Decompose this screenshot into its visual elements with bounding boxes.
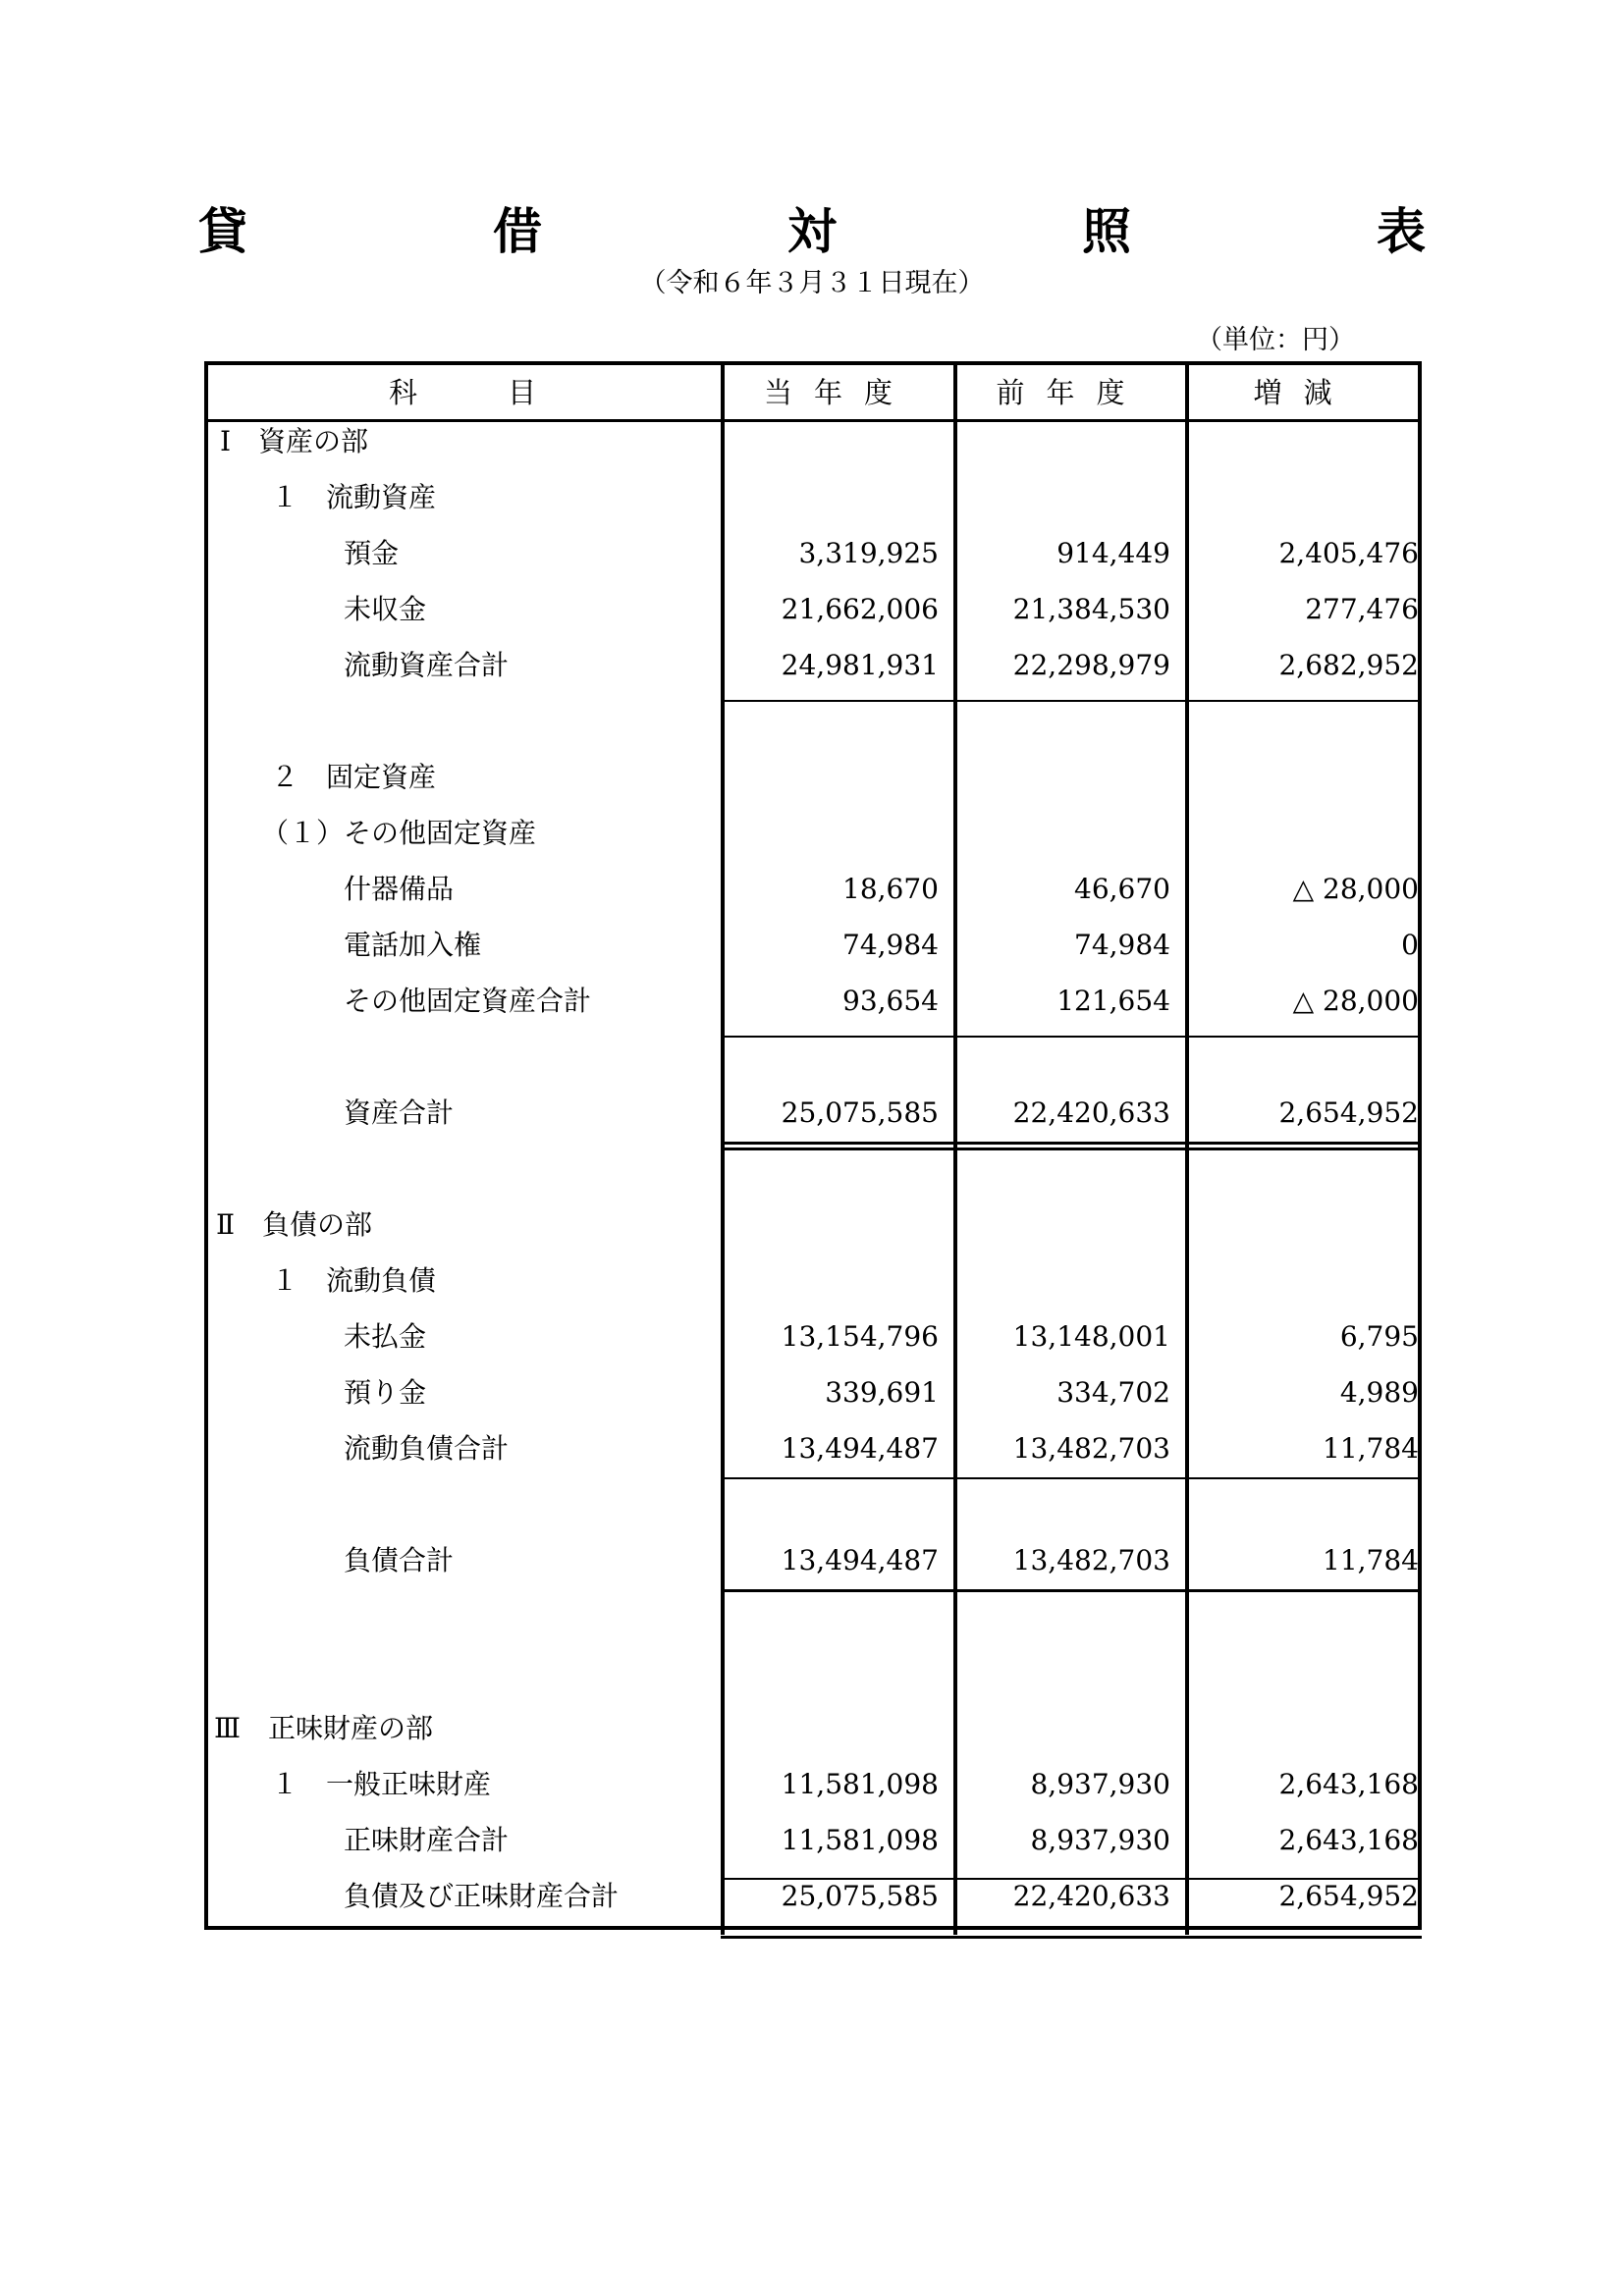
row-label: 負債及び正味財産合計 [344,1880,620,1912]
change-value: 6,795 [1339,1320,1419,1353]
previous-year-value: 13,482,703 [1012,1544,1170,1576]
current-year-value: 74,984 [842,929,939,961]
table-row [204,983,1422,1020]
header-subject: 科目 [388,376,626,409]
rule-total-liabilities [721,1589,1422,1592]
row-label: １ 流動資産 [271,481,437,513]
row-label: Ⅱ 負債の部 [216,1208,373,1241]
current-year-value: 24,981,931 [781,649,939,681]
row-label: 未収金 [344,593,427,625]
header-current-year: 当年度 [763,376,914,409]
current-year-value: 339,691 [825,1376,939,1409]
table-row [204,759,1422,796]
table-row [204,647,1422,684]
change-value: 0 [1401,929,1419,961]
row-label: 電話加入権 [344,929,482,961]
table-row [204,927,1422,964]
previous-year-value: 8,937,930 [1030,1768,1170,1800]
row-label: （１）その他固定資産 [261,817,537,849]
as-of-date: （令和６年３月３１日現在） [639,268,985,298]
header-change: 増減 [1253,376,1354,409]
change-value: 11,784 [1323,1432,1419,1465]
rule-fixed-assets-total [721,1036,1422,1038]
previous-year-value: 21,384,530 [1012,593,1170,625]
table-row [204,591,1422,628]
row-label: 預り金 [344,1376,427,1409]
table-row [204,1766,1422,1803]
previous-year-value: 13,482,703 [1012,1432,1170,1465]
table-row [204,1095,1422,1132]
change-value: 2,405,476 [1278,537,1419,569]
change-value: 11,784 [1323,1544,1419,1576]
current-year-value: 13,494,487 [781,1432,939,1465]
balance-sheet-table [204,361,1422,1932]
table-row [204,479,1422,516]
change-value: 2,654,952 [1278,1880,1419,1912]
current-year-value: 21,662,006 [781,593,939,625]
change-value: 2,643,168 [1278,1768,1419,1800]
table-row [204,1430,1422,1468]
row-label: 什器備品 [344,873,455,905]
row-label: 預金 [344,537,400,569]
change-value: 2,682,952 [1278,649,1419,681]
current-year-value: 93,654 [842,985,939,1017]
rule-total-assets-upper [721,1142,1422,1145]
table-row [204,1710,1422,1747]
current-year-value: 3,319,925 [798,537,939,569]
row-label: 正味財産合計 [344,1824,510,1856]
table-row [204,1374,1422,1412]
header-separator [204,419,1422,422]
table-row [204,1262,1422,1300]
row-label: 負債合計 [344,1544,455,1576]
current-year-value: 25,075,585 [781,1880,939,1912]
previous-year-value: 22,420,633 [1012,1096,1170,1129]
current-year-value: 18,670 [842,873,939,905]
row-label: その他固定資産合計 [344,985,592,1017]
current-year-value: 11,581,098 [781,1768,939,1800]
rule-total-assets-lower [721,1148,1422,1150]
previous-year-value: 8,937,930 [1030,1824,1170,1856]
row-label: 資産合計 [344,1096,455,1129]
change-value: △ 28,000 [1292,985,1419,1017]
table-row [204,1542,1422,1579]
row-label: １ 一般正味財産 [271,1768,492,1800]
rule-grand-total-bottom [721,1936,1422,1939]
change-value: 2,643,168 [1278,1824,1419,1856]
previous-year-value: 22,298,979 [1012,649,1170,681]
table-row [204,815,1422,852]
header-previous-year: 前年度 [996,376,1147,409]
unit-label: （単位：円） [1196,325,1355,355]
table-row [204,1206,1422,1244]
table-row [204,423,1422,460]
change-value: △ 28,000 [1292,873,1419,905]
current-year-value: 13,494,487 [781,1544,939,1576]
rule-current-liabilities-total [721,1477,1422,1479]
row-label: 流動資産合計 [344,649,510,681]
table-row [204,535,1422,572]
change-value: 4,989 [1339,1376,1419,1409]
previous-year-value: 13,148,001 [1012,1320,1170,1353]
current-year-value: 13,154,796 [781,1320,939,1353]
rule-current-assets-total [721,700,1422,702]
row-label: １ 流動負債 [271,1264,437,1297]
current-year-value: 11,581,098 [781,1824,939,1856]
row-label: ２ 固定資産 [271,761,437,793]
change-value: 2,654,952 [1278,1096,1419,1129]
previous-year-value: 46,670 [1074,873,1170,905]
row-label: Ⅲ 正味財産の部 [214,1712,434,1744]
previous-year-value: 121,654 [1056,985,1170,1017]
table-row [204,1318,1422,1356]
table-row [204,1878,1422,1915]
table-row [204,1822,1422,1859]
row-label: 流動負債合計 [344,1432,510,1465]
change-value: 277,476 [1305,593,1419,625]
previous-year-value: 74,984 [1074,929,1170,961]
previous-year-value: 914,449 [1056,537,1170,569]
table-row [204,871,1422,908]
previous-year-value: 334,702 [1056,1376,1170,1409]
previous-year-value: 22,420,633 [1012,1880,1170,1912]
document-title: 貸 借 対 照 表 [198,203,1524,260]
current-year-value: 25,075,585 [781,1096,939,1129]
row-label: Ⅰ 資産の部 [220,425,369,457]
row-label: 未払金 [344,1320,427,1353]
